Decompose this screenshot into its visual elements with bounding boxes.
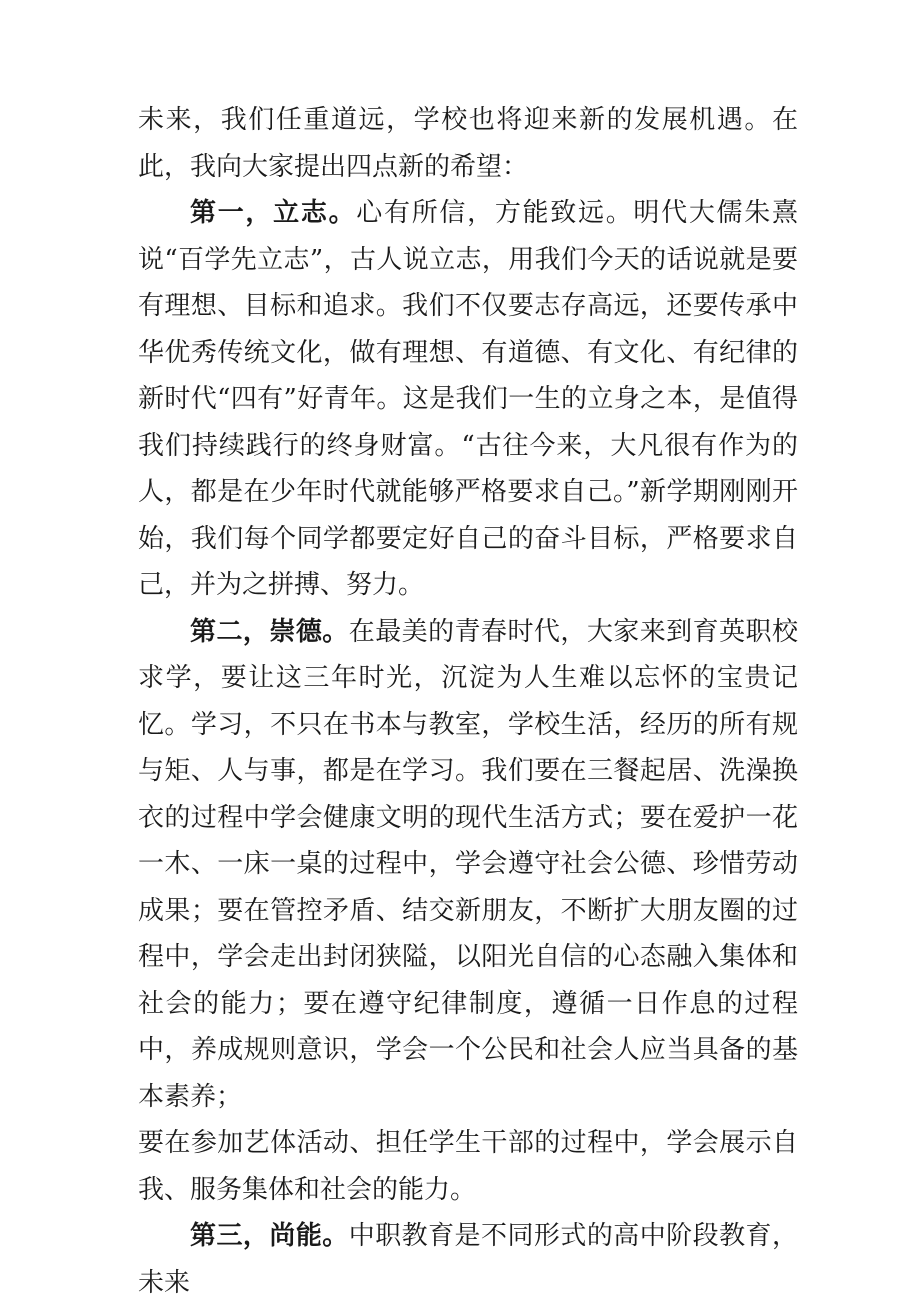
- paragraph-intro: 未来，我们任重道远，学校也将迎来新的发展机遇。在此，我向大家提出四点新的希望：: [138, 105, 798, 182]
- document-body: [138, 97, 798, 1306]
- heading-ability: 第三，尚能。: [190, 1221, 349, 1251]
- paragraph-ability-body: 中职教育是不同形式的高中阶段教育，未来: [138, 1221, 798, 1298]
- paragraph-aspiration: [138, 190, 798, 609]
- paragraph-virtue-body: 在最美的青春时代，大家来到育英职校求学，要让这三年时光，沉淀为人生难以忘怀的宝贵记忆。学习，不只在书本与教室，学校生活，经历的所有规与矩、人与事，都是在学习。我们要在三餐起居、洗澡换衣的过程中学会健康文明的现代生活方式；要在爱护一花一木、一床一桌的过程中，学会遵守社会公德、珍惜劳动成果；要在管控矛盾、结交新朋友，不断扩大朋友圈的过程中，学会走出封闭狭隘，以阳光自信的心态融入集体和社会的能力；要在遵守纪律制度，遵循一日作息的过程中，养成规则意识，学会一个公民和社会人应当具备的基本素养；: [138, 616, 798, 1112]
- paragraph-virtue: [138, 609, 798, 1121]
- heading-aspiration: 第一，立志。: [190, 198, 357, 228]
- heading-virtue: 第二，崇德。: [190, 616, 349, 647]
- paragraph-virtue-continued: 要在参加艺体活动、担任学生干部的过程中，学会展示自我、服务集体和社会的能力。: [138, 1128, 798, 1205]
- paragraph-ability: [138, 1213, 798, 1306]
- paragraph-aspiration-body: 心有所信，方能致远。明代大儒朱熹说“百学先立志”，古人说立志，用我们今天的话说就是要有理想、目标和追求。我们不仅要志存高远，还要传承中华优秀传统文化，做有理想、有道德、有文化、有纪律的新时代“四有”好青年。这是我们一生的立身之本，是值得我们持续践行的终身财富。“古往今来，大凡很有作为的人，都是在少年时代就能够严格要求自己。”新学期刚刚开始，我们每个同学都要定好自己的奋斗目标，严格要求自己，并为之拼搏、努力。: [138, 198, 798, 600]
